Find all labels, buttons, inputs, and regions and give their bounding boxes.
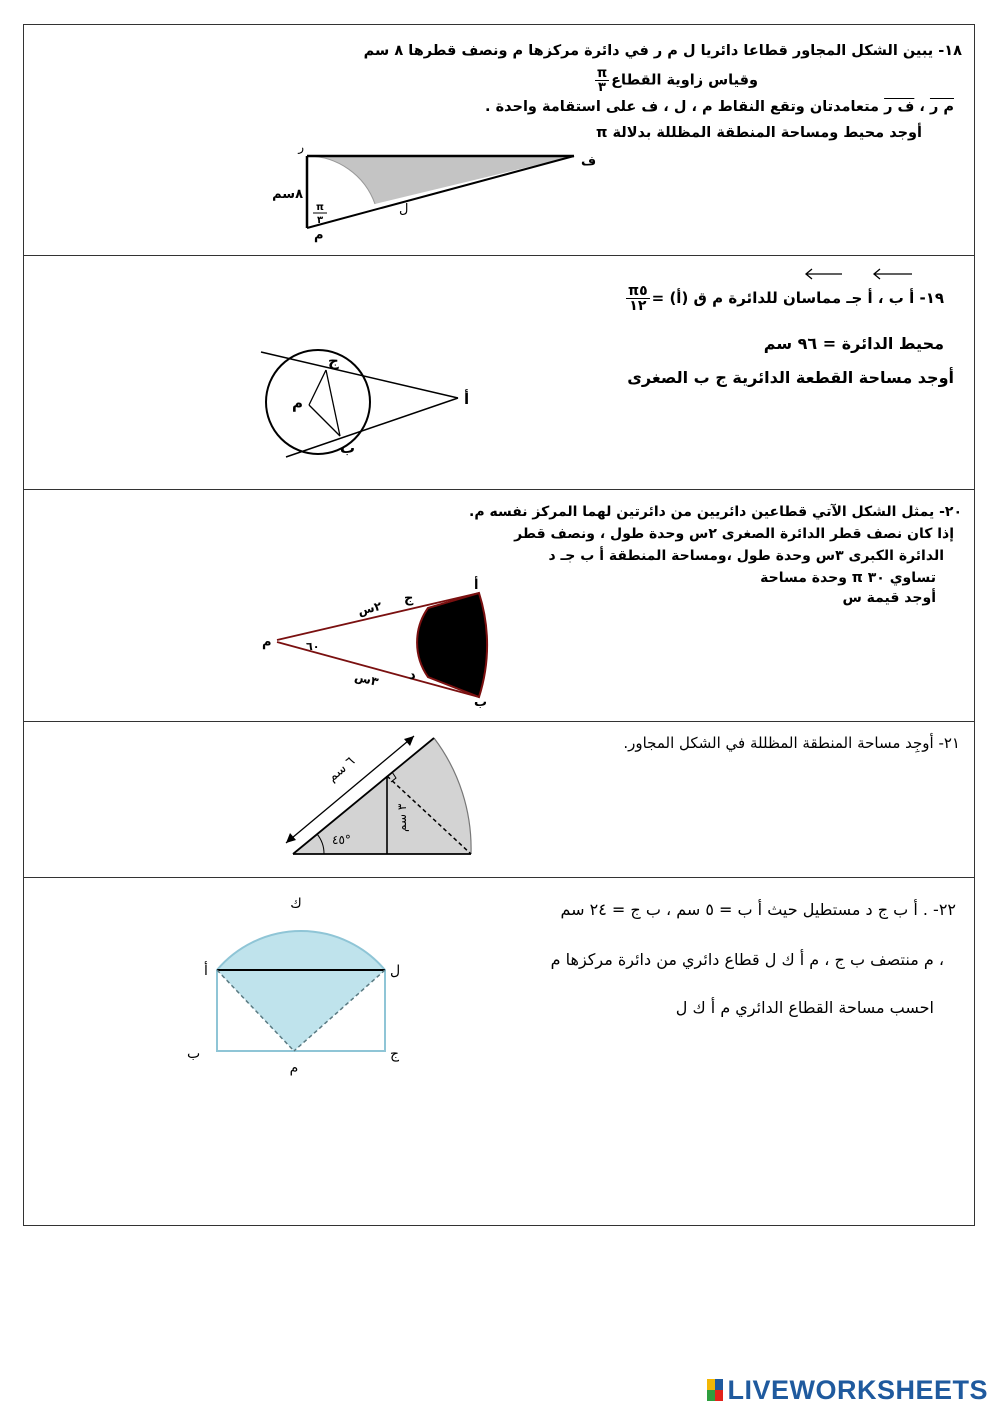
q18-shaded-region bbox=[307, 156, 574, 204]
q18-label-r: ر bbox=[298, 140, 304, 154]
q18-figure bbox=[24, 25, 976, 257]
q22-line1: ٢٢- . أ ب ج د مستطيل حيث أ ب = ٥ سم ، ب ج = ٢٤ سم bbox=[560, 900, 956, 919]
q20-label-r-big: ٣س bbox=[353, 669, 380, 690]
question-20-box bbox=[23, 490, 975, 722]
q18-angle-den: ٣ bbox=[316, 215, 324, 226]
q22-line2: ، م منتصف ب ج ، م أ ك ل قطاع دائري من دائرة مركزها م bbox=[550, 950, 944, 969]
q20-figure bbox=[24, 490, 976, 722]
q18-label-l: ل bbox=[399, 202, 409, 217]
q18-line2-text: وقياس زاوية القطاع bbox=[611, 72, 758, 89]
q18-line1: ١٨- يبين الشكل المجاور قطاعا دائريا ل م ر في دائرة مركزها م ونصف قطرها ٨ سم bbox=[363, 43, 962, 59]
q21-label-angle: ٤٥° bbox=[332, 833, 351, 847]
q19-label-m: م bbox=[292, 394, 303, 412]
q20-line1: ٢٠- يمثل الشكل الآتي قطاعين دائريين من دائرتين لهما المركز نفسه م. bbox=[469, 504, 962, 520]
q22-label-l: ل bbox=[390, 963, 401, 979]
q22-line3: احسب مساحة القطاع الدائري م أ ك ل bbox=[675, 998, 934, 1017]
q18-segment-mr: م ر bbox=[929, 99, 954, 115]
liveworksheets-logo bbox=[707, 1375, 988, 1405]
q20-label-angle: ٦٠ bbox=[306, 640, 320, 653]
q18-line4: أوجد محيط ومساحة المنطقة المظللة بدلالة π bbox=[595, 125, 922, 141]
question-22-box bbox=[23, 878, 975, 1226]
q21-line1: ٢١- أوجِد مساحة المنطقة المظللة في الشكل المجاور. bbox=[623, 734, 960, 752]
q19-line3: أوجد مساحة القطعة الدائرية ج ب الصغرى bbox=[627, 368, 954, 387]
q22-label-m: م bbox=[289, 1060, 299, 1076]
q19-figure bbox=[24, 256, 976, 490]
q18-segment-fr: ف ر bbox=[884, 99, 915, 115]
q19-label-b: ب bbox=[340, 439, 356, 457]
q22-label-a: أ bbox=[204, 963, 208, 979]
q21-label-height: ٣ سم bbox=[395, 803, 409, 832]
q18-label-side: ٨سم bbox=[272, 187, 303, 202]
q19-label-j: ج bbox=[328, 352, 339, 370]
q22-figure bbox=[24, 878, 976, 1226]
q20-label-b: ب bbox=[474, 695, 488, 710]
q20-line5: أوجد قيمة س bbox=[842, 590, 936, 606]
q20-label-r-small: ٢س bbox=[356, 598, 383, 618]
q20-label-j: ج bbox=[404, 591, 414, 606]
q21-figure bbox=[24, 722, 976, 878]
logo-text: LIVEWORKSHEETS bbox=[727, 1374, 988, 1405]
q19-line1-text: ١٩- أ ب ، أ جـ مماسان للدائرة م ق (أ) = bbox=[651, 289, 944, 307]
q21-label-hyp: ٦ سم bbox=[324, 753, 359, 786]
q20-dark-region bbox=[417, 593, 487, 697]
q20-line4: تساوي ٣٠ π وحدة مساحة bbox=[760, 570, 936, 586]
q19-fraction: $\frac{\pi ٥}{١٢}$ bbox=[628, 283, 648, 314]
q22-label-j: ج bbox=[390, 1046, 400, 1062]
question-19-box bbox=[23, 256, 975, 490]
logo-mark-icon bbox=[707, 1379, 723, 1401]
q19-label-a: أ bbox=[464, 390, 470, 408]
question-21-box bbox=[23, 722, 975, 878]
q19-line2: محيط الدائرة = ٩٦ سم bbox=[763, 334, 944, 353]
q20-label-d: د bbox=[409, 668, 416, 683]
q18-line3: م ر ، ف ر متعامدتان وتقع النقاط م ، ل ، ف على استقامة واحدة . bbox=[485, 99, 954, 115]
q20-label-a: أ bbox=[474, 578, 479, 593]
question-18-box bbox=[23, 24, 975, 256]
q21-shaded-sector bbox=[293, 738, 471, 854]
q20-label-m: م bbox=[262, 635, 272, 650]
q22-label-b: ب bbox=[187, 1046, 201, 1062]
q18-label-m: م bbox=[314, 228, 324, 243]
q18-label-f: ف bbox=[581, 154, 597, 169]
q20-line2: إذا كان نصف قطر الدائرة الصغرى ٢س وحدة طول ، ونصف قطر bbox=[514, 526, 954, 542]
q18-fraction: $\frac{\pi}{٣}$ bbox=[596, 66, 608, 95]
q20-line3: الدائرة الكبرى ٣س وحدة طول ،ومساحة المنطقة أ ب جـ د bbox=[548, 548, 944, 564]
q18-angle-num: π bbox=[316, 202, 324, 213]
q22-label-k: ك bbox=[290, 896, 302, 912]
